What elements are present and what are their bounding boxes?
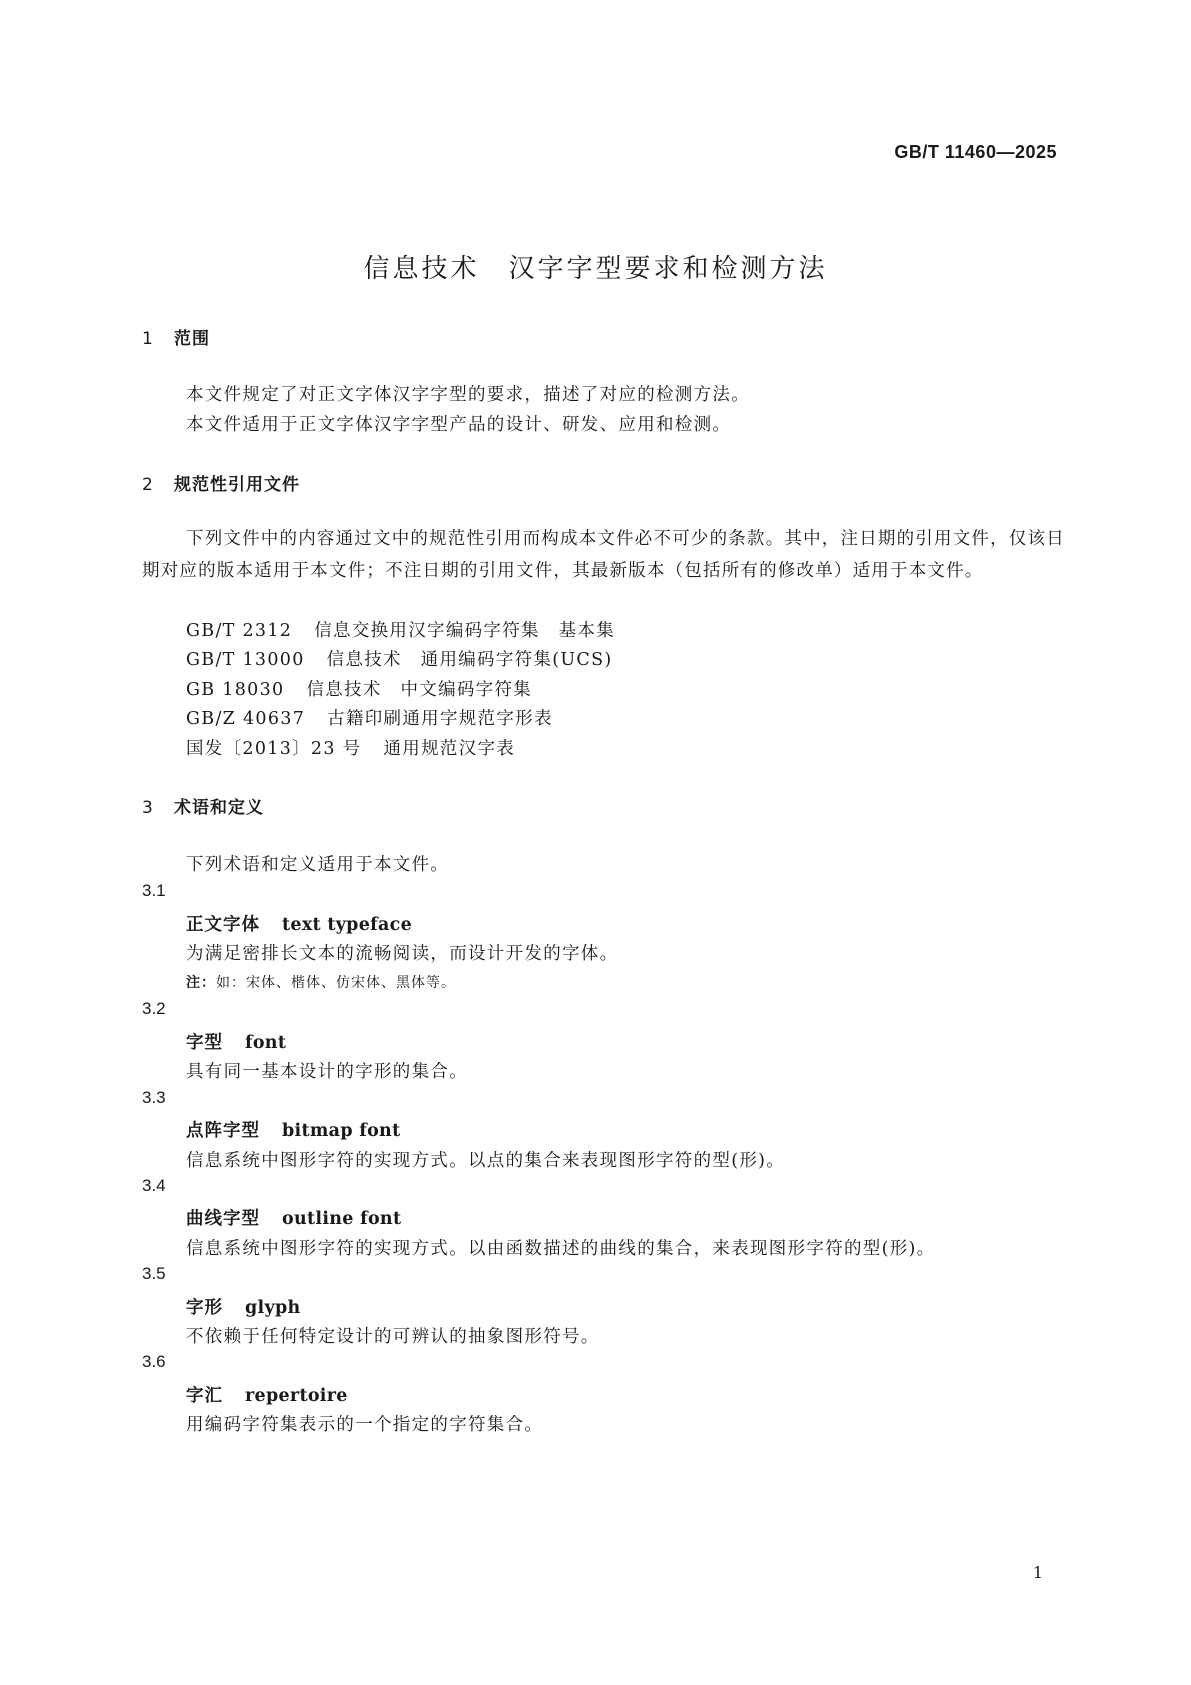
reference-code: GB/Z 40637	[186, 709, 306, 729]
normative-intro: 下列文件中的内容通过文中的规范性引用而构成本文件必不可少的条款。其中，注日期的引用文件，仅该日期对应的版本适用于本文件；不注日期的引用文件，其最新版本（包括所有的修改单）适用于本文件。	[142, 529, 1065, 581]
document-title: 信息技术 汉字字型要求和检测方法	[363, 254, 828, 284]
reference-code: GB 18030	[186, 680, 285, 700]
term-number: 3.3	[142, 1088, 166, 1107]
reference-title: 通用规范汉字表	[383, 739, 516, 759]
term-note	[186, 972, 456, 992]
term-definition: 用编码字符集表示的一个指定的字符集合。	[186, 1415, 544, 1435]
reference-code: GB/T 13000	[186, 650, 305, 670]
term-name	[186, 911, 412, 936]
term-name-en: outline font	[282, 1209, 402, 1229]
term-name-en: repertoire	[245, 1386, 348, 1406]
reference-code: 国发〔2013〕23 号	[186, 739, 362, 759]
term-name-en: glyph	[245, 1298, 301, 1318]
term-name	[186, 1117, 400, 1142]
term-name	[186, 1382, 348, 1407]
scope-paragraph: 本文件适用于正文字体汉字字型产品的设计、研发、应用和检测。	[186, 415, 732, 435]
scope-paragraph: 本文件规定了对正文字体汉字字型的要求，描述了对应的检测方法。	[186, 385, 750, 405]
reference-item	[186, 646, 613, 671]
reference-item	[186, 705, 553, 730]
term-definition: 为满足密排长文本的流畅阅读，而设计开发的字体。	[186, 944, 619, 964]
term-name-zh: 字汇	[186, 1386, 223, 1406]
term-name	[186, 1205, 401, 1230]
term-name-zh: 字型	[186, 1033, 223, 1053]
term-name	[186, 1029, 286, 1054]
standard-number: GB/T 11460—2025	[894, 142, 1057, 162]
term-name-zh: 正文字体	[186, 915, 260, 935]
page-number: 1	[1032, 1563, 1043, 1582]
reference-item	[186, 617, 615, 642]
term-number: 3.5	[142, 1264, 166, 1283]
reference-title: 古籍印刷通用字规范字形表	[327, 709, 553, 729]
section-heading-scope	[142, 324, 210, 349]
section-heading-terms	[142, 793, 264, 818]
term-definition: 信息系统中图形字符的实现方式。以由函数描述的曲线的集合，来表现图形字符的型(形)。	[186, 1239, 936, 1259]
note-label: 注：	[186, 975, 216, 991]
term-name-en: bitmap font	[282, 1121, 401, 1141]
reference-title: 信息技术 中文编码字符集	[306, 680, 533, 700]
section-title: 规范性引用文件	[174, 475, 300, 495]
reference-code: GB/T 2312	[186, 621, 293, 641]
terms-intro: 下列术语和定义适用于本文件。	[186, 855, 450, 875]
reference-item	[186, 735, 515, 760]
term-number: 3.6	[142, 1352, 166, 1371]
term-name-zh: 曲线字型	[186, 1209, 260, 1229]
term-name-en: text typeface	[282, 915, 413, 935]
term-definition: 信息系统中图形字符的实现方式。以点的集合来表现图形字符的型(形)。	[186, 1151, 786, 1171]
term-name-en: font	[245, 1033, 287, 1053]
note-text: 如：宋体、楷体、仿宋体、黑体等。	[216, 975, 456, 991]
section-title: 范围	[174, 329, 210, 349]
reference-title: 信息交换用汉字编码字符集 基本集	[314, 621, 616, 641]
term-number: 3.2	[142, 999, 166, 1018]
term-name	[186, 1294, 301, 1319]
section-number: 2	[142, 475, 154, 495]
section-number: 3	[142, 798, 154, 818]
section-heading-normative	[142, 470, 300, 495]
section-number: 1	[142, 329, 154, 349]
reference-item	[186, 676, 532, 701]
reference-title: 信息技术 通用编码字符集(UCS)	[326, 650, 613, 670]
term-name-zh: 字形	[186, 1298, 223, 1318]
section-title: 术语和定义	[174, 798, 264, 818]
term-definition: 具有同一基本设计的字形的集合。	[186, 1062, 468, 1082]
term-number: 3.1	[142, 881, 166, 900]
term-definition: 不依赖于任何特定设计的可辨认的抽象图形符号。	[186, 1327, 600, 1347]
term-number: 3.4	[142, 1176, 166, 1195]
term-name-zh: 点阵字型	[186, 1121, 260, 1141]
